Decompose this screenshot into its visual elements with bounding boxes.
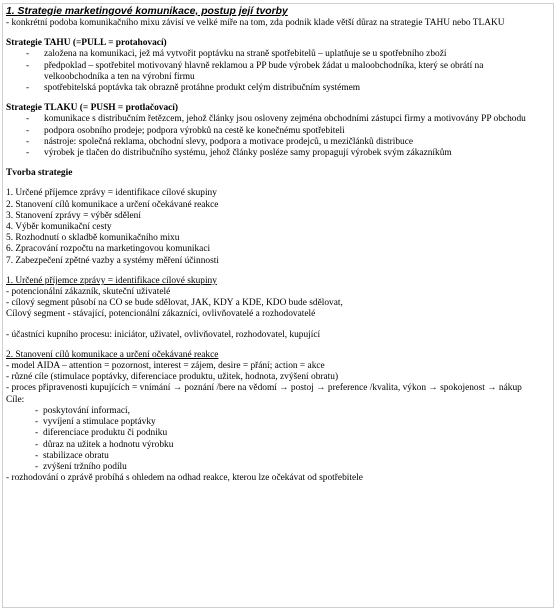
cile-item: - zvýšení tržního podílu bbox=[6, 462, 550, 473]
section2-line: - model AIDA – attention = pozornost, interest = zájem, desire = přání; action = akce bbox=[6, 361, 325, 372]
tlak-list bbox=[6, 114, 550, 159]
tlak-heading: Strategie TLAKU (= PUSH = protlačovací) bbox=[6, 103, 179, 114]
cile-item: - stabilizace obratu bbox=[6, 451, 550, 462]
section1-line: - cílový segment působí na CO se bude sdělovat, JAK, KDY a KDE, KDO bude sdělovat, bbox=[6, 298, 343, 309]
document-page bbox=[2, 3, 554, 608]
section1-line: Cílový segment - stávající, potencionální zákazníci, ovlivňovatelé a rozhodovatelé bbox=[6, 309, 316, 320]
tvorba-step: 3. Stanovení zprávy = výběr sdělení bbox=[6, 210, 141, 221]
tah-item: - předpoklad – spotřebitel motivovaný hlavně reklamou a PP bude výrobek žádat u maloobchodníka, který se obrátí na velkoobchodníka a ten na výrobní firmu bbox=[6, 61, 550, 83]
tah-item: - spotřebitelská poptávka tak obrazně protáhne produkt celým distribučním systémem bbox=[6, 83, 550, 94]
cile-list bbox=[6, 406, 550, 473]
section2-line: - různé cíle (stimulace poptávky, diferenciace produktu, užitek, hodnota, zvýšení obratu) bbox=[6, 372, 339, 383]
section2-line: - proces připravenosti kupujících = vnímání → poznání /bere na vědomí → postoj → preference /kvalita, výkon → spokojenost → nákup bbox=[6, 383, 522, 394]
intro-paragraph: - konkrétní podoba komunikačního mixu závisí ve velké míře na tom, zda podnik klade větší důraz na strategie TAHU nebo TLAKU bbox=[6, 18, 505, 28]
tlak-item: - výrobek je tlačen do distribučního systému, jehož články posléze samy propagují výrobek svým zákazníkům bbox=[6, 148, 550, 159]
cile-label: Cíle: bbox=[6, 394, 25, 405]
tah-list bbox=[6, 49, 550, 94]
cile-item: - diferenciace produktu či podniku bbox=[6, 428, 550, 439]
tlak-item: - podpora osobního prodeje; podpora výrobků na cestě ke konečnému spotřebiteli bbox=[6, 126, 550, 137]
cile-item: - vyvíjení a stimulace poptávky bbox=[6, 417, 550, 428]
section2-heading: 2. Stanovení cílů komunikace a určení očekávané reakce bbox=[6, 349, 219, 360]
cile-item: - poskytování informací, bbox=[6, 406, 550, 417]
tvorba-step: 2. Stanovení cílů komunikace a určení očekávané reakce bbox=[6, 199, 219, 210]
tvorba-step: 1. Určené příjemce zprávy = identifikace cílové skupiny bbox=[6, 188, 217, 199]
tvorba-step: 5. Rozhodnutí o skladbě komunikačního mixu bbox=[6, 233, 180, 244]
tvorba-step: 6. Zpracování rozpočtu na marketingovou komunikaci bbox=[6, 244, 211, 255]
cile-item: - důraz na užitek a hodnotu výrobku bbox=[6, 440, 550, 451]
section1-line: - potencionální zákazník, skuteční uživatelé bbox=[6, 287, 171, 298]
tah-heading: Strategie TAHU (=PULL = protahovací) bbox=[6, 38, 167, 49]
document-title: 1. Strategie marketingové komunikace, postup její tvorby bbox=[6, 6, 288, 17]
tvorba-step: 4. Výběr komunikační cesty bbox=[6, 222, 112, 233]
tlak-item: - nástroje: společná reklama, obchodní slevy, podpora a motivace prodejců, u mezičlánků distribuce bbox=[6, 137, 550, 148]
tah-item: - založena na komunikaci, jež má vytvořit poptávku na straně spotřebitelů – uplatňuje se u spotřebního zboží bbox=[6, 49, 550, 60]
section1-heading: 1. Určené příjemce zprávy = identifikace cílové skupiny bbox=[6, 275, 217, 286]
section1-ucastnici: - účastníci kupního procesu: iniciátor, uživatel, ovlivňovatel, rozhodovatel, kupující bbox=[6, 329, 321, 340]
section2-closing: - rozhodování o zprávě probíhá s ohledem na odhad reakce, kterou lze očekávat od spotřebitele bbox=[6, 473, 363, 484]
tlak-item: - komunikace s distribučním řetězcem, jehož články jsou osloveny zejména obchodními zástupci firmy a motivovány PP obchodu bbox=[6, 114, 550, 125]
tvorba-step: 7. Zabezpečení zpětné vazby a systémy měření účinnosti bbox=[6, 255, 219, 266]
tvorba-heading: Tvorba strategie bbox=[6, 168, 73, 179]
tvorba-steps bbox=[6, 188, 550, 266]
